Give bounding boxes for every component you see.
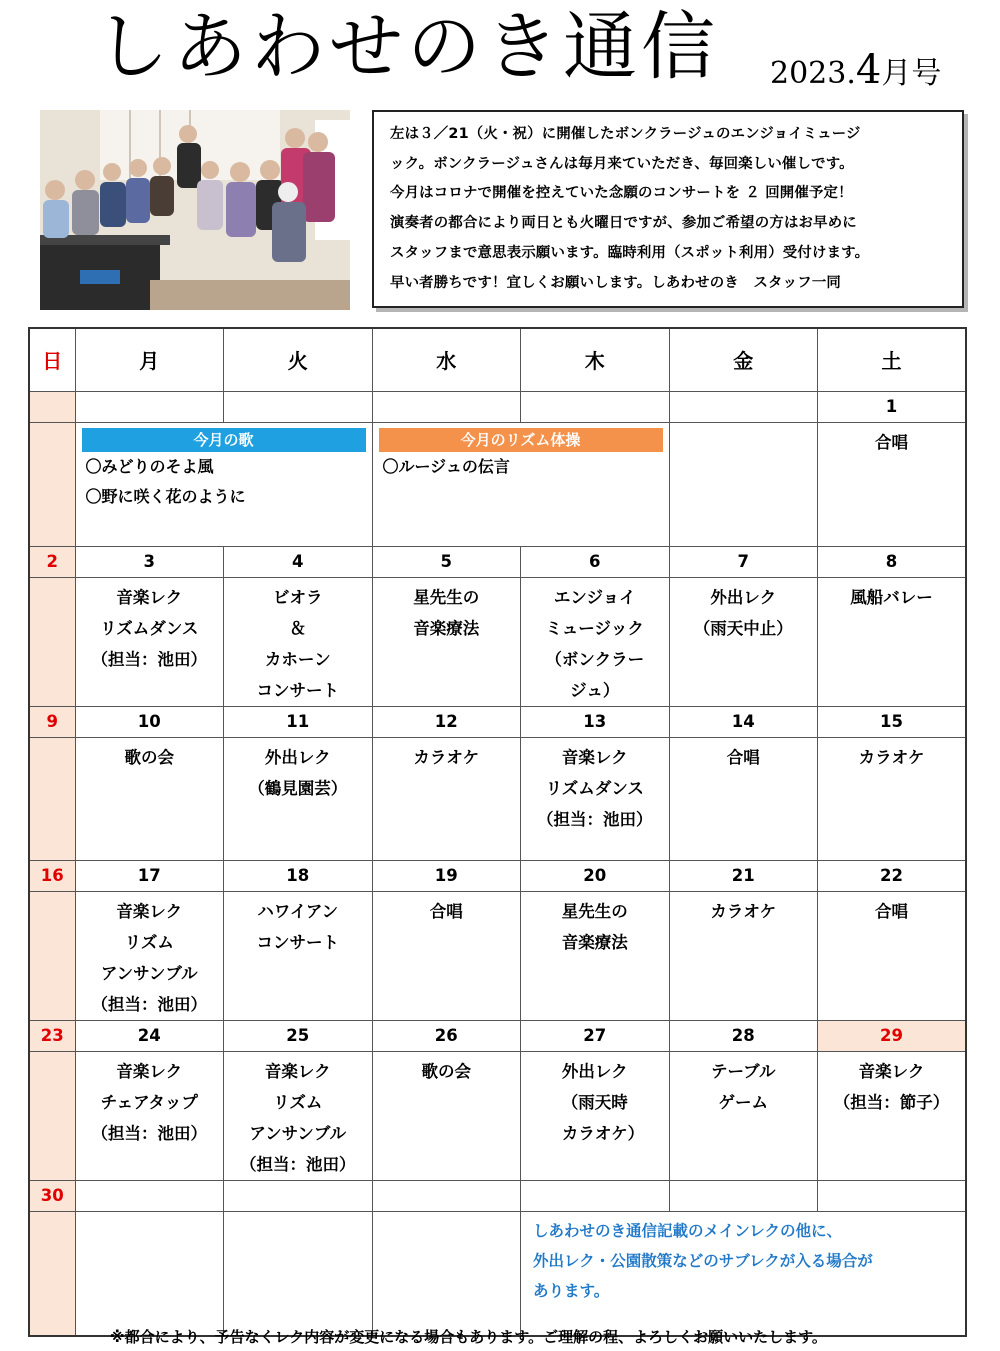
event-line: 星先生の	[561, 901, 628, 921]
event-row	[29, 891, 966, 1020]
event-line: 外出レク	[561, 1061, 628, 1081]
event-cell	[818, 737, 967, 860]
event-line: （担当：池田）	[91, 994, 207, 1014]
event-cell	[29, 422, 75, 546]
event-line: エンジョイ	[553, 587, 636, 607]
event-cell	[669, 1051, 818, 1180]
event-line: ゲーム	[718, 1092, 768, 1112]
event-cell	[669, 577, 818, 706]
date-cell: 29	[818, 1020, 967, 1051]
event-cell	[224, 737, 373, 860]
event-cell	[29, 1051, 75, 1180]
event-line: （担当：池田）	[240, 1154, 356, 1174]
date-cell: 25	[224, 1020, 373, 1051]
notice-line: 演奏者の都合により両日とも火曜日ですが、参加ご希望の方はお早めに	[390, 215, 857, 232]
event-cell	[521, 737, 670, 860]
event-cell	[224, 1051, 373, 1180]
event-cell	[818, 422, 967, 546]
date-row	[29, 1180, 966, 1211]
date-row	[29, 860, 966, 891]
date-cell: 10	[75, 706, 224, 737]
newsletter-title: しあわせのき通信	[95, 4, 719, 90]
date-cell	[669, 1180, 818, 1211]
date-cell: 9	[29, 706, 75, 737]
event-cell	[372, 891, 521, 1020]
date-cell: 3	[75, 546, 224, 577]
event-line: コンサート	[256, 680, 339, 700]
event-line: カラオケ）	[545, 1123, 645, 1143]
date-cell: 15	[818, 706, 967, 737]
list-item: 〇ルージュの伝言	[382, 456, 510, 476]
rhythm-banner-cell	[372, 422, 669, 546]
date-cell	[669, 391, 818, 422]
date-cell: 8	[818, 546, 967, 577]
date-cell	[75, 1180, 224, 1211]
event-line: （担当：池田）	[91, 1123, 207, 1143]
date-cell: 7	[669, 546, 818, 577]
event-row	[29, 1051, 966, 1180]
event-line: （雨天中止）	[693, 618, 793, 638]
date-cell: 12	[372, 706, 521, 737]
event-line: （担当：節子）	[833, 1092, 950, 1112]
event-line: ハワイアン	[257, 901, 339, 921]
date-cell: 13	[521, 706, 670, 737]
date-cell	[521, 391, 670, 422]
event-line: （雨天時	[561, 1092, 628, 1112]
date-cell	[372, 391, 521, 422]
event-cell	[372, 1051, 521, 1180]
notice-box	[372, 110, 964, 308]
song-banner: 今月の歌	[82, 428, 366, 452]
event-cell	[75, 737, 224, 860]
event-line: 音楽レク	[116, 1061, 183, 1081]
event-line: （担当：池田）	[91, 649, 207, 669]
sub-rec-note	[521, 1212, 965, 1306]
event-line: 音楽療法	[561, 932, 628, 952]
date-cell: 28	[669, 1020, 818, 1051]
event-row	[29, 1211, 966, 1336]
event-cell	[669, 737, 818, 860]
date-cell: 24	[75, 1020, 224, 1051]
event-cell	[521, 577, 670, 706]
weekday-tue: 火	[224, 328, 373, 391]
event-line: 風船バレー	[850, 587, 933, 607]
footer-note: ※都合により、予告なくレク内容が変更になる場合もあります。ご理解の程、よろしくお願いいたします。	[110, 1328, 827, 1346]
date-cell	[521, 1180, 670, 1211]
event-line: 合唱	[726, 747, 760, 767]
event-cell	[372, 737, 521, 860]
note-line: 外出レク・公園散策などのサブレクが入る場合が	[533, 1251, 873, 1270]
event-cell	[29, 737, 75, 860]
date-cell: 19	[372, 860, 521, 891]
notice-line: ック。ボンクラージュさんは毎月来ていただき、毎回楽しい催しです。	[390, 155, 854, 172]
event-line: 音楽レク	[561, 747, 628, 767]
issue-suffix: 月号	[881, 56, 942, 91]
event-line: 歌の会	[124, 747, 174, 767]
date-cell	[75, 391, 224, 422]
event-line: 音楽療法	[413, 618, 480, 638]
date-cell	[372, 1180, 521, 1211]
date-cell	[29, 391, 75, 422]
group-photo-illustration	[40, 110, 350, 310]
event-line: リズムダンス	[545, 778, 644, 798]
event-cell	[29, 577, 75, 706]
weekday-mon: 月	[75, 328, 224, 391]
song-banner-cell	[75, 422, 372, 546]
event-cell	[669, 891, 818, 1020]
date-cell: 16	[29, 860, 75, 891]
date-cell: 30	[29, 1180, 75, 1211]
event-cell	[75, 1211, 224, 1336]
note-line: あります。	[533, 1281, 610, 1300]
date-cell: 27	[521, 1020, 670, 1051]
date-cell: 26	[372, 1020, 521, 1051]
notice-line: 早い者勝ちです！宜しくお願いします。しあわせのき スタッフ一同	[390, 274, 842, 291]
event-cell	[224, 891, 373, 1020]
event-line: 合唱	[429, 901, 463, 921]
date-row	[29, 546, 966, 577]
date-cell	[818, 1180, 967, 1211]
event-line: リズム	[124, 932, 174, 952]
date-cell: 17	[75, 860, 224, 891]
weekday-thu: 木	[521, 328, 670, 391]
date-row	[29, 1020, 966, 1051]
event-cell	[29, 1211, 75, 1336]
event-line: ＆	[289, 618, 306, 638]
date-cell	[224, 1180, 373, 1211]
event-cell	[29, 891, 75, 1020]
event-line: 音楽レク	[264, 1061, 331, 1081]
event-line: テーブル	[710, 1061, 776, 1081]
rhythm-banner: 今月のリズム体操	[379, 428, 663, 452]
event-line: 音楽レク	[116, 587, 183, 607]
event-cell	[669, 422, 818, 546]
weekday-header-row	[29, 328, 966, 391]
event-line: 音楽レク	[858, 1061, 925, 1081]
event-row	[29, 422, 966, 546]
weekday-sat: 土	[818, 328, 967, 391]
event-line: カラオケ	[710, 901, 777, 921]
event-line: カラオケ	[858, 747, 925, 767]
date-row	[29, 706, 966, 737]
event-line: （鶴見園芸）	[248, 778, 348, 798]
event-cell	[521, 1051, 670, 1180]
event-cell	[75, 1051, 224, 1180]
event-line: ジュ）	[570, 680, 620, 700]
date-cell: 23	[29, 1020, 75, 1051]
issue-year: 2023.	[770, 56, 856, 91]
event-line: 歌の会	[421, 1061, 471, 1081]
event-line: 音楽レク	[116, 901, 183, 921]
event-cell	[75, 891, 224, 1020]
notice-line: 左は３／21（火・祝）に開催したボンクラージュのエンジョイミュージ	[390, 126, 861, 142]
event-line: 合唱	[875, 901, 908, 921]
event-line: コンサート	[256, 932, 339, 952]
song-list	[76, 452, 372, 512]
note-line: しあわせのき通信記載のメインレクの他に、	[533, 1221, 842, 1240]
date-cell: 6	[521, 546, 670, 577]
date-cell: 5	[372, 546, 521, 577]
event-line: ビオラ	[273, 587, 323, 607]
event-cell	[521, 891, 670, 1020]
rhythm-list	[373, 452, 669, 482]
event-line: 外出レク	[710, 587, 777, 607]
event-line: リズム	[273, 1092, 323, 1112]
event-line: 星先生の	[413, 587, 480, 607]
weekday-sun: 日	[29, 328, 75, 391]
weekday-fri: 金	[669, 328, 818, 391]
date-cell: 22	[818, 860, 967, 891]
event-cell	[818, 577, 967, 706]
date-cell: 21	[669, 860, 818, 891]
date-cell: 11	[224, 706, 373, 737]
date-cell	[224, 391, 373, 422]
sub-rec-note-cell	[521, 1211, 967, 1336]
event-line: リズムダンス	[100, 618, 199, 638]
notice-line: スタッフまで意思表示願います。臨時利用（スポット利用）受付けます。	[390, 244, 870, 261]
event-line: カホーン	[264, 649, 331, 669]
event-line: 合唱	[875, 432, 908, 452]
date-cell: 2	[29, 546, 75, 577]
calendar-table	[28, 327, 967, 1337]
event-cell	[224, 1211, 373, 1336]
event-cell	[818, 891, 967, 1020]
date-row	[29, 391, 966, 422]
event-line: （担当：池田）	[537, 809, 653, 829]
event-line: アンサンブル	[100, 963, 198, 983]
issue-label	[770, 47, 942, 93]
event-line: アンサンブル	[249, 1123, 347, 1143]
event-cell	[372, 1211, 521, 1336]
date-cell: 1	[818, 391, 967, 422]
date-cell: 20	[521, 860, 670, 891]
event-row	[29, 737, 966, 860]
event-cell	[372, 577, 521, 706]
event-cell	[75, 577, 224, 706]
list-item: 〇みどりのそよ風	[85, 456, 214, 476]
event-cell	[818, 1051, 967, 1180]
event-line: カラオケ	[413, 747, 480, 767]
weekday-wed: 水	[372, 328, 521, 391]
notice-line: 今月はコロナで開催を控えていた念願のコンサートを ２ 回開催予定！	[390, 185, 853, 202]
event-line: （ボンクラー	[545, 649, 645, 669]
date-cell: 4	[224, 546, 373, 577]
event-cell	[224, 577, 373, 706]
date-cell: 14	[669, 706, 818, 737]
event-line: ミュージック	[545, 618, 644, 638]
event-line: チェアタップ	[100, 1092, 198, 1112]
event-photo	[40, 110, 350, 310]
list-item: 〇野に咲く花のように	[85, 486, 246, 506]
event-line: 外出レク	[264, 747, 331, 767]
issue-month: 4	[855, 47, 882, 93]
date-cell: 18	[224, 860, 373, 891]
event-row	[29, 577, 966, 706]
